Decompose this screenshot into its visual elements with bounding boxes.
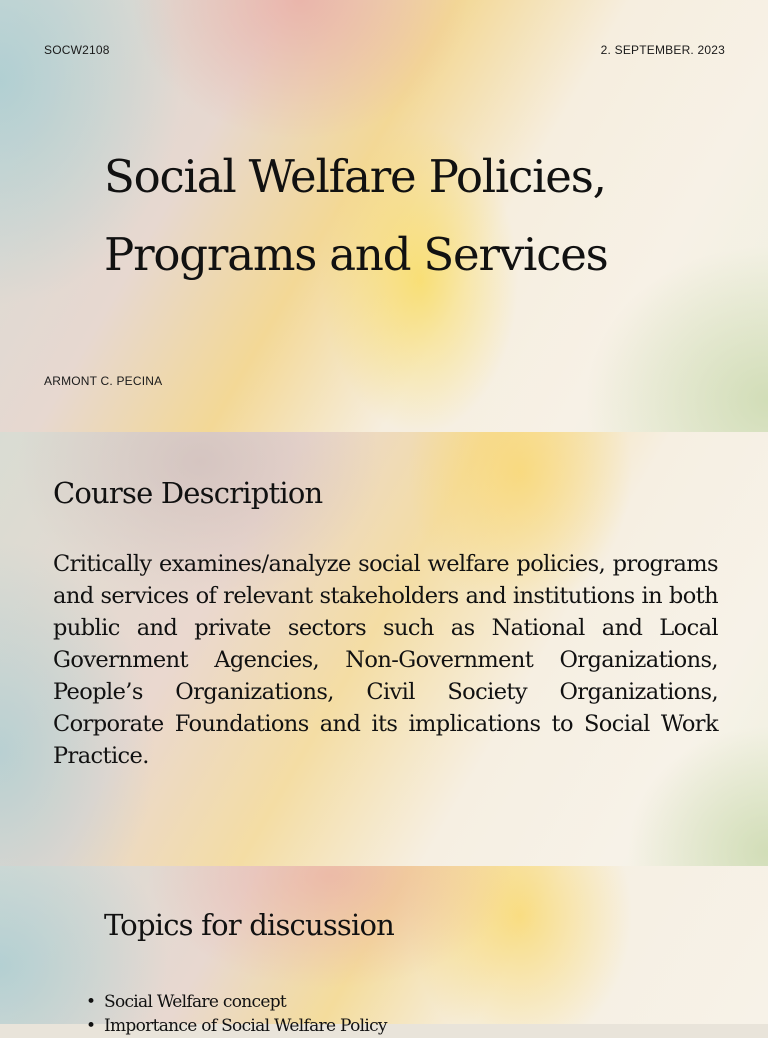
course-description-heading: Course Description [53,476,323,510]
presentation-title [104,138,724,294]
list-item [86,1014,387,1038]
topic-label: Social Welfare concept [104,992,287,1012]
course-code: SOCW2108 [44,43,110,57]
course-description-slide [0,432,768,866]
list-item [86,990,387,1014]
bullet-icon: • [86,992,96,1012]
course-description-text: Critically examines/analyze social welfare policies, programs and services of relevant stakeholders and institutions in both public and private sectors such as National and Local Government Agencies, Non-Government Organizations, People’s Organizations, Civil Society Organizations, Corporate Foundations and its implications to Social Work Practice. [53,551,718,769]
topic-label: Importance of Social Welfare Policy [104,1016,387,1036]
author-name: ARMONT C. PECINA [44,374,163,388]
title-line-1: Social Welfare Policies, [104,150,606,203]
bullet-icon: • [86,1016,96,1036]
title-line-2: Programs and Services [104,228,608,281]
presentation-date: 2. SEPTEMBER. 2023 [600,43,725,57]
topics-list [86,990,387,1038]
topics-slide [0,866,768,1036]
title-slide [0,0,768,432]
topics-heading: Topics for discussion [104,908,395,942]
